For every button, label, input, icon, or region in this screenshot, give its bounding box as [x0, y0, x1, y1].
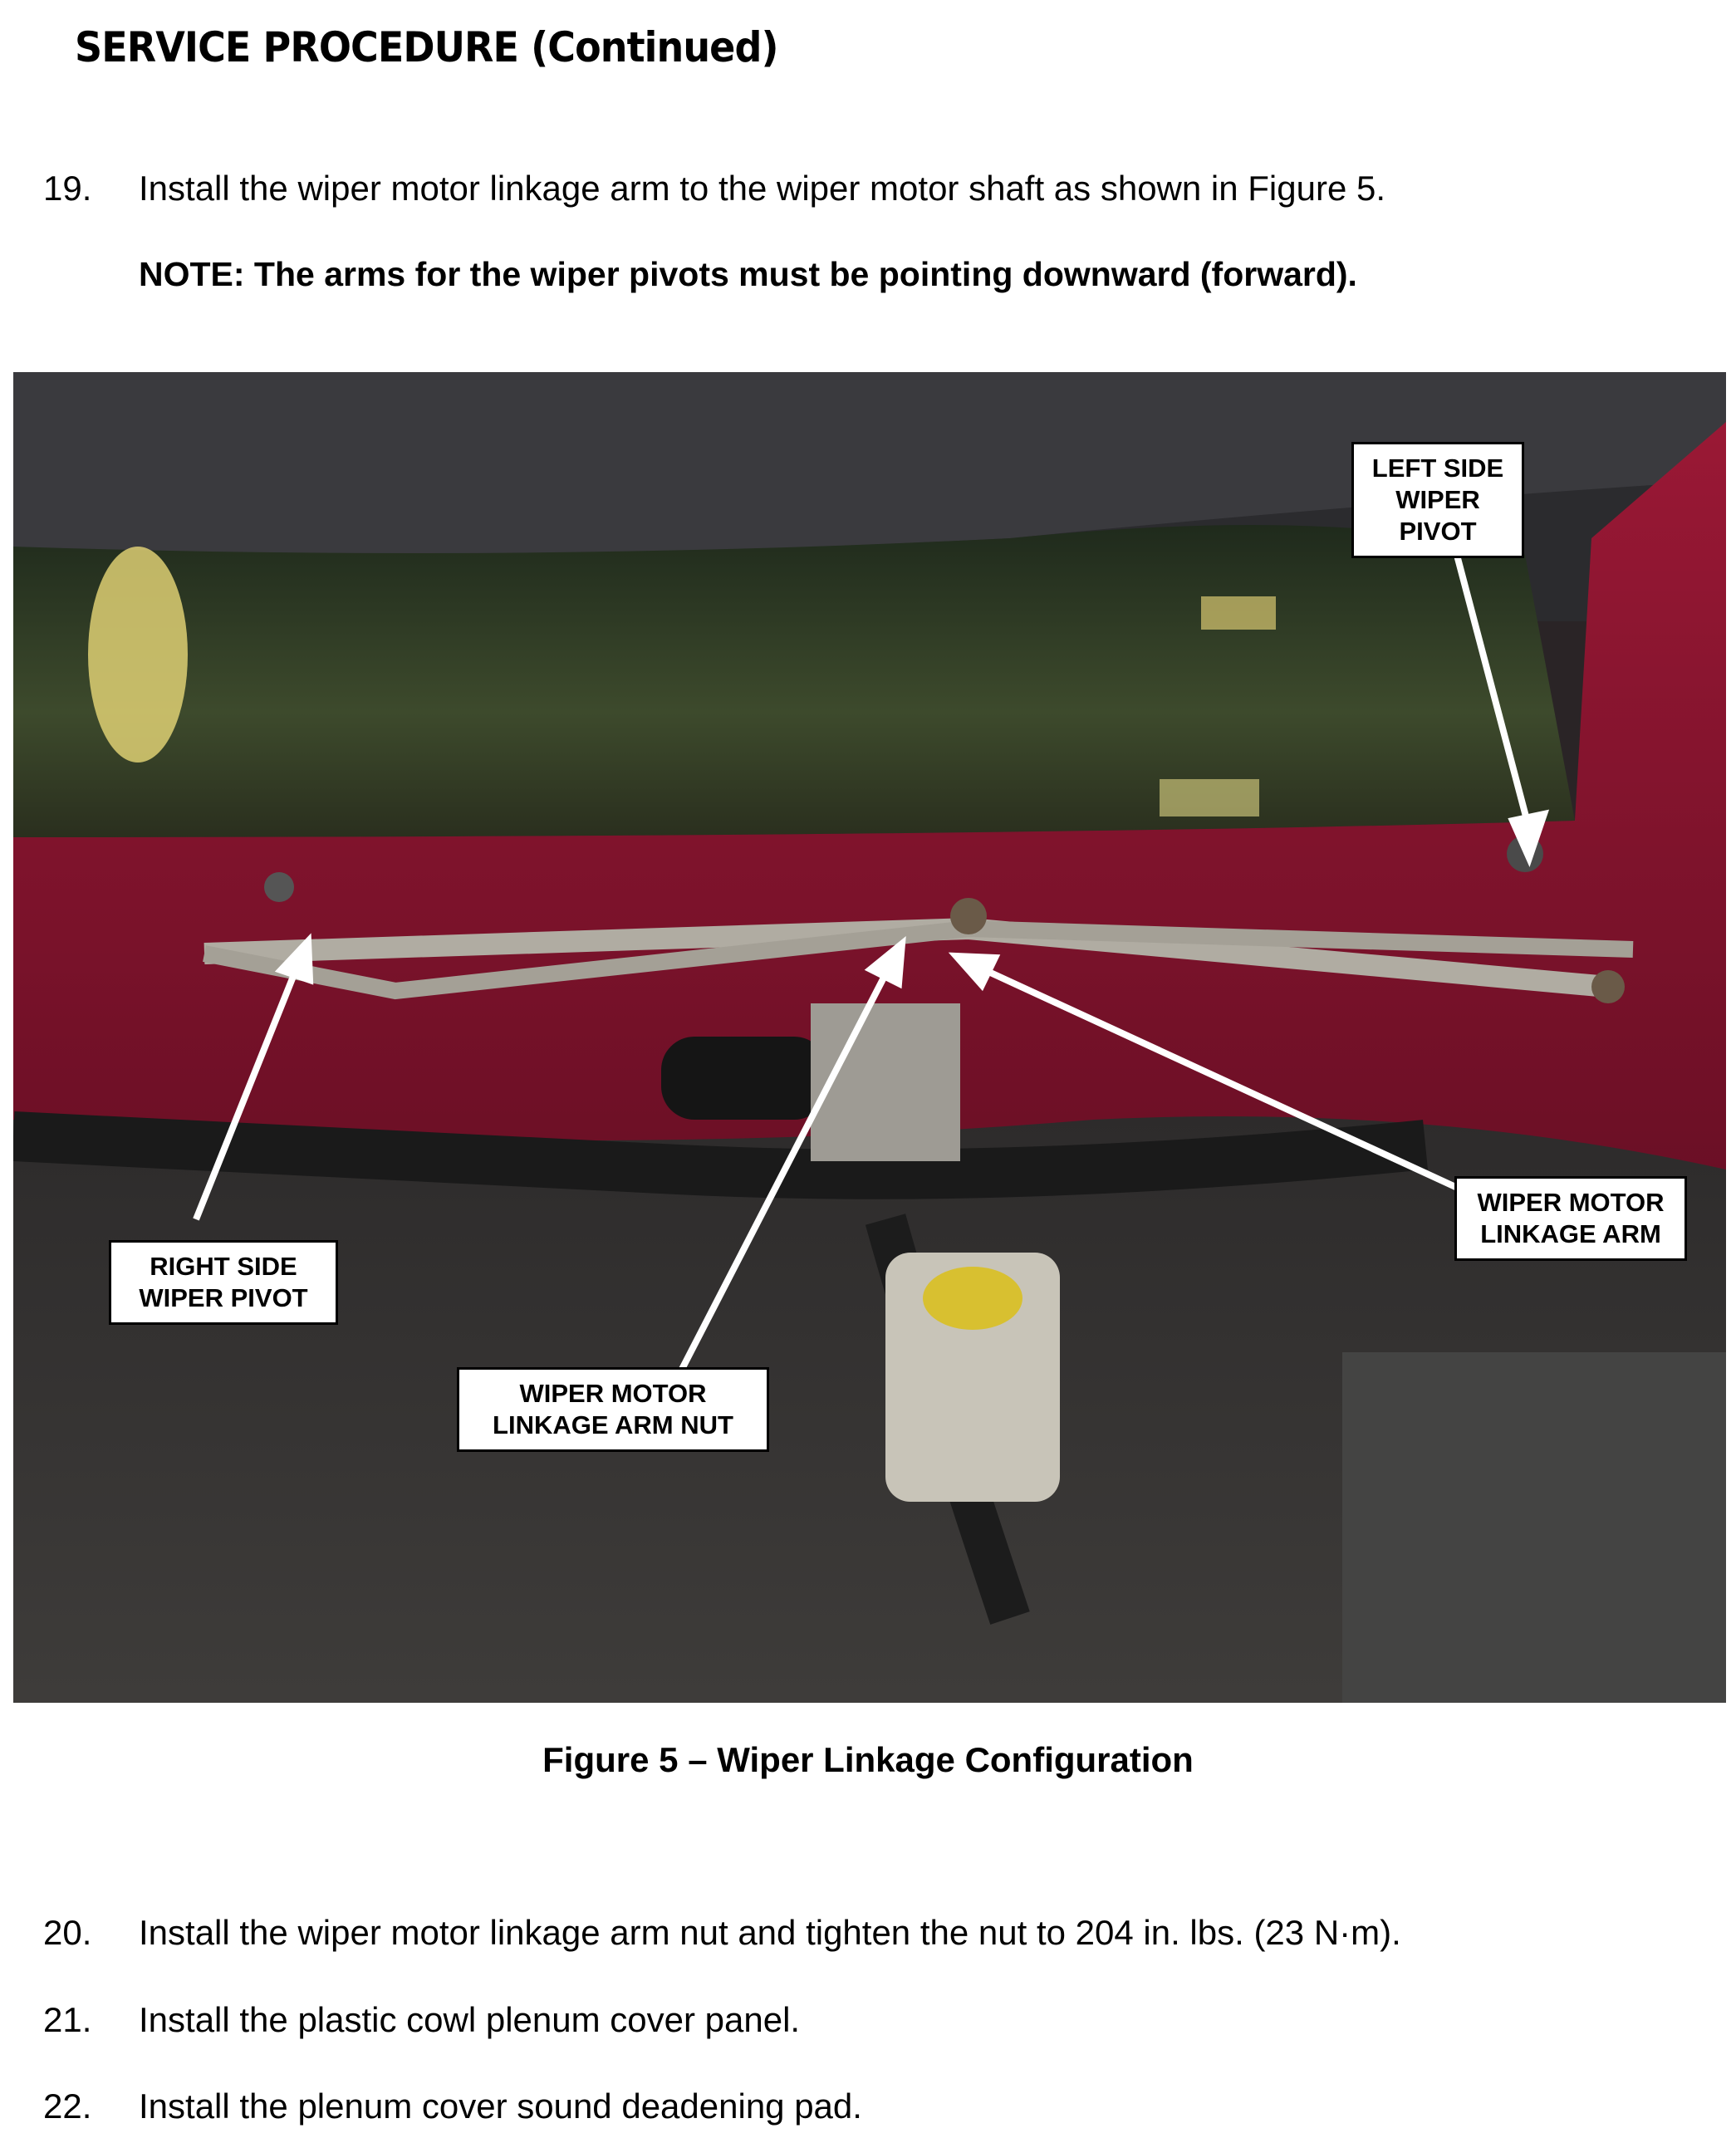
- callout-line: WIPER MOTOR: [519, 1379, 707, 1408]
- figure-5-photo: [13, 372, 1726, 1703]
- step-19: [43, 169, 1385, 208]
- step-22: [43, 2087, 862, 2126]
- step-text: Install the wiper motor linkage arm nut and tighten the nut to 204 in. lbs. (23 N·m).: [139, 1913, 1401, 1952]
- page-header: SERVICE PROCEDURE (Continued): [75, 23, 778, 71]
- note: NOTE: The arms for the wiper pivots must be pointing downward (forward).: [139, 255, 1357, 293]
- callout-wiper-motor-linkage-arm-nut: [457, 1367, 769, 1452]
- callout-line: LEFT SIDE: [1371, 454, 1504, 483]
- step-number: 20.: [43, 1913, 92, 1952]
- step-text: Install the plenum cover sound deadening pad.: [139, 2087, 862, 2126]
- callout-left-side-wiper-pivot: [1351, 442, 1524, 558]
- step-text: Install the wiper motor linkage arm to the wiper motor shaft as shown in Figure 5.: [139, 169, 1386, 208]
- callout-line: RIGHT SIDE: [150, 1252, 297, 1281]
- callout-right-side-wiper-pivot: [109, 1240, 338, 1325]
- callout-line: WIPER PIVOT: [139, 1283, 308, 1312]
- callout-line: WIPER PIVOT: [1395, 485, 1480, 546]
- step-number: 21.: [43, 2000, 92, 2039]
- step-20: [43, 1913, 1401, 1953]
- callout-line: LINKAGE ARM NUT: [493, 1410, 733, 1439]
- callout-line: WIPER MOTOR: [1477, 1188, 1665, 1217]
- step-text: Install the plastic cowl plenum cover panel.: [139, 2000, 801, 2039]
- callout-line: LINKAGE ARM: [1480, 1219, 1661, 1248]
- step-21: [43, 2000, 800, 2040]
- figure-caption: Figure 5 – Wiper Linkage Configuration: [542, 1740, 1194, 1779]
- step-number: 22.: [43, 2087, 92, 2126]
- engine-bay-photo: [13, 372, 1726, 1703]
- callout-wiper-motor-linkage-arm: [1454, 1176, 1687, 1261]
- step-number: 19.: [43, 169, 92, 208]
